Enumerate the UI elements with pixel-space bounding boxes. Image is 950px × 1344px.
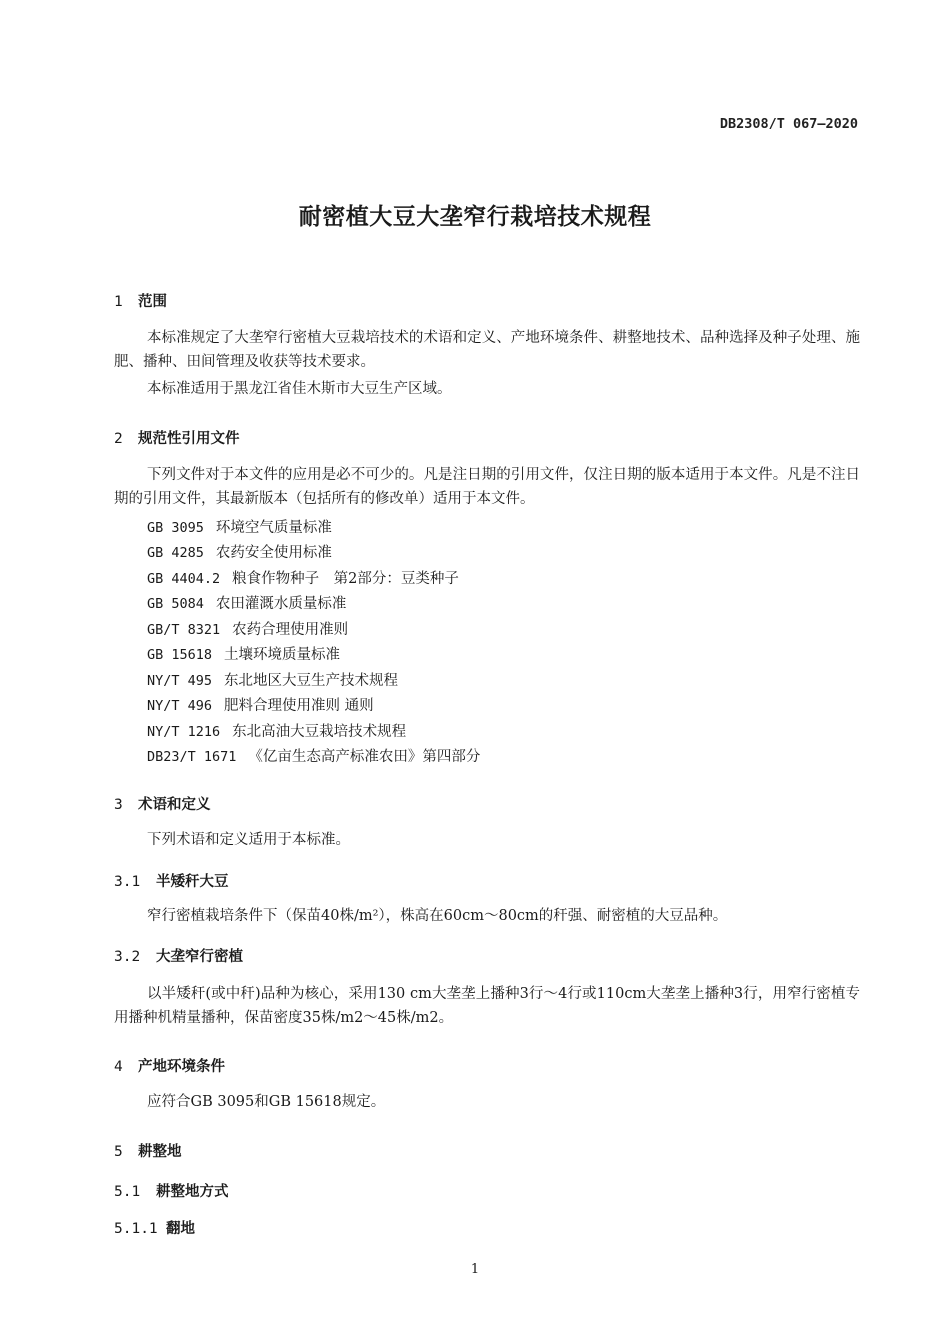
section-title: 半矮秆大豆 bbox=[156, 874, 229, 890]
reference-item bbox=[147, 669, 398, 690]
reference-code: GB 3095 bbox=[147, 520, 204, 536]
reference-code: GB 4285 bbox=[147, 545, 204, 561]
section-number: 5.1.1 bbox=[114, 1221, 158, 1237]
section-1-paragraph-2: 本标准适用于黑龙江省佳木斯市大豆生产区域。 bbox=[147, 381, 452, 397]
section-title: 范围 bbox=[138, 294, 167, 310]
reference-name: 土壤环境质量标准 bbox=[224, 647, 341, 663]
section-number: 2 bbox=[114, 431, 123, 447]
reference-code: NY/T 1216 bbox=[147, 724, 221, 740]
section-title: 大垄窄行密植 bbox=[156, 949, 243, 965]
section-title: 术语和定义 bbox=[138, 797, 211, 813]
reference-item bbox=[147, 643, 340, 664]
reference-name: 东北高油大豆栽培技术规程 bbox=[232, 724, 407, 740]
section-4-paragraph-1: 应符合GB 3095和GB 15618规定。 bbox=[147, 1094, 386, 1110]
section-3-2-paragraph-1: 以半矮秆(或中秆)品种为核心，采用130 cm大垄垄上播种3行～4行或110cm大垄垄上播种3行，用窄行密植专用播种机精量播种，保苗密度35株/m2～45株/m2。 bbox=[114, 986, 860, 1026]
reference-code: GB/T 8321 bbox=[147, 622, 221, 638]
reference-code: NY/T 495 bbox=[147, 673, 213, 689]
reference-name: 环境空气质量标准 bbox=[215, 520, 332, 536]
reference-name: 农药合理使用准则 bbox=[232, 622, 349, 638]
section-title: 产地环境条件 bbox=[138, 1059, 225, 1075]
reference-code: GB 4404.2 bbox=[147, 571, 221, 587]
section-3-1-heading bbox=[114, 870, 229, 891]
section-number: 3.2 bbox=[114, 949, 141, 965]
section-number: 5 bbox=[114, 1144, 123, 1160]
section-5-1-1-heading bbox=[114, 1217, 195, 1238]
reference-item bbox=[147, 720, 406, 741]
section-2-paragraph-1: 下列文件对于本文件的应用是必不可少的。凡是注日期的引用文件，仅注日期的版本适用于本文件。凡是不注日期的引用文件，其最新版本（包括所有的修改单）适用于本文件。 bbox=[114, 467, 860, 507]
section-1-paragraph-1: 本标准规定了大垄窄行密植大豆栽培技术的术语和定义、产地环境条件、耕整地技术、品种选择及种子处理、施肥、播种、田间管理及收获等技术要求。 bbox=[114, 330, 860, 370]
document-title: 耐密植大豆大垄窄行栽培技术规程 bbox=[298, 204, 652, 230]
reference-item bbox=[147, 516, 332, 537]
section-title: 规范性引用文件 bbox=[138, 431, 240, 447]
section-1-heading bbox=[114, 290, 167, 311]
reference-name: 东北地区大豆生产技术规程 bbox=[224, 673, 399, 689]
section-title: 耕整地 bbox=[138, 1144, 182, 1160]
section-number: 1 bbox=[114, 294, 123, 310]
section-3-2-heading bbox=[114, 945, 243, 966]
reference-item bbox=[147, 745, 480, 766]
section-3-1-paragraph-1: 窄行密植栽培条件下（保苗40株/m²），株高在60cm～80cm的秆强、耐密植的大豆品种。 bbox=[147, 908, 728, 924]
section-number: 3.1 bbox=[114, 874, 141, 890]
reference-item bbox=[147, 541, 332, 562]
section-5-heading bbox=[114, 1140, 182, 1161]
reference-item bbox=[147, 694, 374, 715]
reference-name: 农田灌溉水质量标准 bbox=[215, 596, 347, 612]
reference-code: DB23/T 1671 bbox=[147, 749, 237, 765]
section-3-heading bbox=[114, 793, 211, 814]
reference-name: 粮食作物种子 第2部分：豆类种子 bbox=[232, 571, 459, 587]
section-3-paragraph-1: 下列术语和定义适用于本标准。 bbox=[147, 832, 350, 848]
section-number: 5.1 bbox=[114, 1184, 141, 1200]
reference-name: 农药安全使用标准 bbox=[215, 545, 332, 561]
section-title: 翻地 bbox=[166, 1221, 195, 1237]
reference-name: 《亿亩生态高产标准农田》第四部分 bbox=[248, 749, 481, 765]
section-title: 耕整地方式 bbox=[156, 1184, 229, 1200]
reference-code: GB 15618 bbox=[147, 647, 213, 663]
reference-item bbox=[147, 592, 346, 613]
section-number: 4 bbox=[114, 1059, 123, 1075]
reference-code: GB 5084 bbox=[147, 596, 204, 612]
reference-item bbox=[147, 618, 348, 639]
reference-code: NY/T 496 bbox=[147, 698, 213, 714]
document-id: DB2308/T 067—2020 bbox=[719, 116, 858, 132]
reference-item bbox=[147, 567, 459, 588]
section-5-1-heading bbox=[114, 1180, 229, 1201]
section-2-heading bbox=[114, 427, 240, 448]
section-4-heading bbox=[114, 1055, 225, 1076]
reference-name: 肥料合理使用准则 通则 bbox=[224, 698, 374, 714]
section-number: 3 bbox=[114, 797, 123, 813]
page-number: 1 bbox=[470, 1262, 480, 1277]
